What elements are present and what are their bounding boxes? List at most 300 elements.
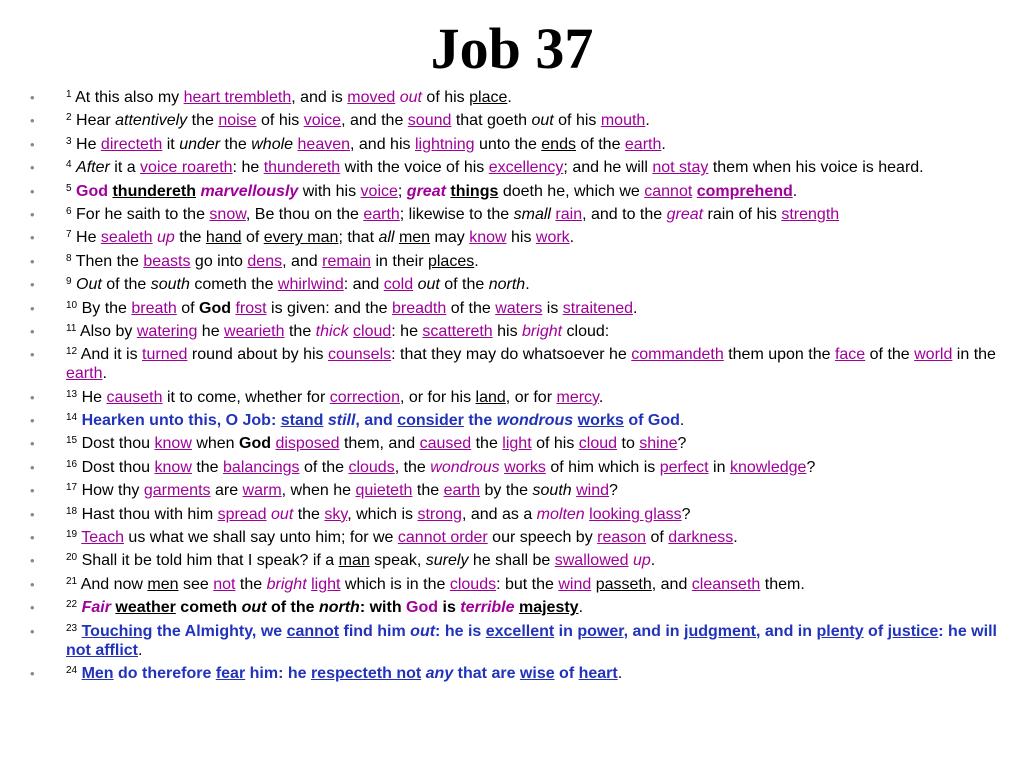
verse-text: things: [450, 182, 499, 200]
word-link[interactable]: directeth: [100, 135, 163, 153]
word-link[interactable]: watering: [136, 322, 198, 340]
word-link[interactable]: looking glass: [589, 505, 682, 523]
verse-text: great: [406, 182, 446, 200]
word-link[interactable]: plenty: [816, 622, 864, 640]
word-link[interactable]: works: [577, 412, 624, 430]
verse-text: And now: [80, 575, 148, 593]
verse-text: north: [318, 599, 360, 617]
word-link[interactable]: shine: [639, 435, 678, 453]
verse-text: passeth: [595, 575, 652, 593]
verse-number: 8: [66, 252, 72, 264]
verse-number: 6: [66, 205, 72, 217]
verse-text: in: [554, 622, 578, 640]
verse-item: [30, 575, 1006, 594]
verse-item: [30, 434, 1006, 453]
verse-text: places: [427, 252, 475, 270]
verse-text: , and in: [623, 622, 685, 640]
verse-text: which is in the: [340, 575, 450, 593]
verse-number: 3: [66, 135, 72, 147]
word-link[interactable]: lightning: [414, 135, 475, 153]
verse-text: of the: [101, 276, 151, 294]
word-link[interactable]: clouds: [348, 458, 395, 476]
verse-text: that goeth: [451, 112, 532, 130]
verse-text: For he saith to the: [76, 205, 210, 223]
verse-text: in their: [371, 252, 428, 270]
verse-text: the: [471, 435, 503, 453]
word-link[interactable]: not afflict: [66, 641, 138, 659]
verse-text: .: [679, 412, 685, 430]
word-link[interactable]: know: [154, 458, 192, 476]
word-link[interactable]: Men: [81, 664, 114, 682]
word-link[interactable]: wind: [558, 575, 592, 593]
word-link[interactable]: cannot: [286, 622, 340, 640]
verse-text: of his: [553, 112, 601, 130]
word-link[interactable]: comprehend: [696, 182, 793, 200]
word-link[interactable]: cannot order: [397, 529, 488, 547]
word-link[interactable]: voice: [303, 112, 342, 130]
word-link[interactable]: voice: [360, 182, 398, 200]
verse-text: them upon the: [723, 346, 835, 364]
verse-number: 13: [66, 388, 78, 400]
word-link[interactable]: noise: [218, 112, 257, 130]
word-link[interactable]: excellency: [488, 159, 564, 177]
word-link[interactable]: cloud: [578, 435, 618, 453]
verse-item: [30, 505, 1006, 524]
verse-text: rain of his: [703, 205, 782, 223]
verse-item: [30, 111, 1006, 130]
verse-text: , Be thou on the: [245, 205, 364, 223]
verse-item: [30, 388, 1006, 407]
verse-text: doeth he, which we: [498, 182, 645, 200]
word-link[interactable]: know: [469, 229, 507, 247]
word-link[interactable]: consider: [397, 412, 464, 430]
verse-text: Hear: [76, 112, 116, 130]
verse-text: .: [525, 276, 530, 294]
verse-text: unto the: [474, 135, 542, 153]
word-link[interactable]: excellent: [485, 622, 555, 640]
verse-text: : with: [359, 599, 407, 617]
verse-text: the: [187, 112, 219, 130]
verse-text: small: [513, 205, 551, 223]
word-link[interactable]: breadth: [392, 299, 447, 317]
verse-text: up: [156, 229, 175, 247]
word-link[interactable]: face: [834, 346, 866, 364]
verse-text: , and is: [291, 89, 348, 106]
verse-text: us what we shall say unto him; for we: [123, 529, 398, 547]
word-link[interactable]: caused: [419, 435, 472, 453]
verse-number: 17: [66, 482, 78, 494]
verse-item: [30, 275, 1006, 294]
verse-text: .: [633, 299, 638, 317]
verse-text: speak,: [369, 552, 426, 570]
verse-number: 11: [66, 322, 77, 334]
word-link[interactable]: straitened: [562, 299, 634, 317]
verse-number: 23: [66, 622, 78, 634]
word-link[interactable]: work: [535, 229, 570, 247]
verse-text: go into: [190, 252, 248, 270]
verse-text: marvellously: [200, 182, 299, 200]
word-link[interactable]: commandeth: [631, 346, 724, 364]
word-link[interactable]: earth: [624, 135, 662, 153]
verse-item: [30, 664, 1006, 683]
verse-text: : he is: [435, 622, 486, 640]
word-link[interactable]: not stay: [652, 159, 709, 177]
word-link[interactable]: light: [311, 575, 341, 593]
word-link[interactable]: frost: [235, 299, 267, 317]
verse-text: He: [81, 388, 107, 406]
verse-text: the: [463, 412, 497, 430]
verse-text: , which is: [347, 505, 418, 523]
verse-text: him: he: [245, 664, 311, 682]
word-link[interactable]: counsels: [327, 346, 392, 364]
word-link[interactable]: correction: [329, 388, 400, 406]
verse-item: [30, 182, 1006, 201]
word-link[interactable]: dens: [247, 252, 283, 270]
word-link[interactable]: turned: [142, 346, 188, 364]
verse-text: ?: [681, 505, 691, 523]
word-link[interactable]: Teach: [81, 529, 124, 547]
verse-text: round about by his: [187, 346, 328, 364]
verse-text: the: [174, 229, 206, 247]
word-link[interactable]: cannot: [644, 182, 693, 200]
verse-text: is: [542, 299, 563, 317]
word-link[interactable]: earth: [66, 365, 103, 383]
verse-text: see: [178, 575, 214, 593]
verse-text: God: [406, 599, 439, 617]
verse-number: 12: [66, 346, 78, 358]
verse-text: the: [235, 575, 267, 593]
verse-item: [30, 158, 1006, 177]
verse-text: may: [430, 229, 470, 247]
verse-text: , and as a: [461, 505, 537, 523]
verse-number: 16: [66, 458, 78, 470]
word-link[interactable]: not: [213, 575, 236, 593]
verse-number: 5: [66, 182, 72, 194]
verse-text: is: [438, 599, 461, 617]
verse-text: of the: [439, 276, 489, 294]
verse-text: of the: [266, 599, 319, 617]
word-link[interactable]: world: [914, 346, 953, 364]
verse-text: God: [76, 182, 109, 200]
verse-text: place: [469, 89, 508, 106]
verse-text: Out: [76, 276, 102, 294]
verse-text: the: [220, 135, 252, 153]
verse-number: 22: [66, 599, 78, 611]
verse-text: are: [210, 482, 243, 500]
verse-text: still: [327, 412, 356, 430]
verse-text: , and to the: [582, 205, 667, 223]
verse-text: .: [650, 552, 656, 570]
verse-text: , the: [394, 458, 431, 476]
verse-number: 15: [66, 435, 78, 447]
verse-text: Dost thou: [81, 458, 155, 476]
verse-text: of: [554, 664, 579, 682]
word-link[interactable]: earth: [443, 482, 481, 500]
word-link[interactable]: know: [154, 435, 192, 453]
verse-text: , and: [282, 252, 323, 270]
verse-item: [30, 88, 1006, 107]
verse-text: .: [792, 182, 798, 200]
verse-text: the: [191, 458, 224, 476]
word-link[interactable]: garments: [143, 482, 211, 500]
verse-item: [30, 322, 1006, 341]
verse-text: At this also my: [75, 89, 184, 106]
word-link[interactable]: balancings: [223, 458, 300, 476]
verse-text: of the: [575, 135, 625, 153]
word-link[interactable]: clouds: [449, 575, 497, 593]
verse-number: 14: [66, 412, 78, 424]
word-link[interactable]: light: [502, 435, 532, 453]
word-link[interactable]: waters: [495, 299, 543, 317]
verse-text: is given: and the: [266, 299, 392, 317]
word-link[interactable]: cold: [383, 276, 414, 294]
verse-text: : he: [232, 159, 264, 177]
verse-text: majesty: [518, 599, 579, 617]
verse-text: surely: [425, 552, 469, 570]
verse-text: out: [417, 276, 440, 294]
word-link[interactable]: stand: [280, 412, 324, 430]
word-link[interactable]: whirlwind: [277, 276, 344, 294]
page-title: Job 37: [430, 16, 594, 81]
verse-text: , and: [355, 412, 398, 430]
verse-text: ends: [541, 135, 576, 153]
verse-text: it a: [109, 159, 141, 177]
word-link[interactable]: wise: [519, 664, 555, 682]
word-link[interactable]: knowledge: [729, 458, 807, 476]
word-link[interactable]: scattereth: [422, 322, 493, 340]
verse-text: , or for his: [399, 388, 476, 406]
verse-text: : but the: [496, 575, 559, 593]
word-link[interactable]: voice roareth: [140, 159, 233, 177]
word-link[interactable]: heart: [578, 664, 618, 682]
verse-text: , or for: [505, 388, 557, 406]
verse-text: of the: [299, 458, 349, 476]
verse-text: up: [633, 552, 651, 570]
verse-text: : that they may do whatsoever he: [391, 346, 632, 364]
verse-text: : and: [343, 276, 384, 294]
word-link[interactable]: respecteth not: [310, 664, 422, 682]
word-link[interactable]: strong: [417, 505, 462, 523]
verse-text: attentively: [115, 112, 188, 130]
verse-text: land: [475, 388, 506, 406]
word-link[interactable]: mouth: [600, 112, 646, 130]
word-link[interactable]: swallowed: [554, 552, 629, 570]
verse-text: do therefore: [113, 664, 216, 682]
verse-item: [30, 345, 1006, 383]
verse-text: when: [191, 435, 240, 453]
verse-text: in the: [952, 346, 996, 364]
verse-text: of his: [256, 112, 304, 130]
verse-text: of him which is: [545, 458, 660, 476]
verse-text: .: [474, 252, 479, 270]
verse-text: it: [162, 135, 180, 153]
verse-text: he: [197, 322, 225, 340]
word-link[interactable]: moved: [347, 89, 396, 106]
verse-text: of: [176, 299, 199, 317]
verse-text: He: [76, 135, 101, 153]
verse-text: our speech by: [487, 529, 598, 547]
verse-text: under: [179, 135, 221, 153]
verse-item: [30, 252, 1006, 271]
verse-text: cloud:: [562, 322, 610, 340]
verse-text: He: [76, 229, 101, 247]
verse-text: them.: [760, 575, 805, 593]
verse-text: them, and: [339, 435, 420, 453]
word-link[interactable]: darkness: [668, 529, 734, 547]
verse-text: Shall it be told him that I speak? if a: [81, 552, 339, 570]
word-link[interactable]: beasts: [143, 252, 191, 270]
verse-text: the: [293, 505, 325, 523]
verse-text: bright: [266, 575, 307, 593]
verse-text: .: [645, 112, 650, 130]
verse-text: of: [863, 622, 888, 640]
verse-text: by the: [480, 482, 533, 500]
verse-number: 7: [66, 229, 72, 241]
verse-text: wondrous: [496, 412, 574, 430]
verse-list: [30, 88, 1006, 687]
verse-text: Fair: [81, 599, 111, 617]
verse-text: ?: [609, 482, 618, 500]
word-link[interactable]: disposed: [275, 435, 340, 453]
verse-text: , and: [651, 575, 692, 593]
verse-text: with the voice of his: [340, 159, 489, 177]
verse-text: great: [666, 205, 704, 223]
verse-text: it to come, whether for: [162, 388, 330, 406]
word-link[interactable]: breath: [131, 299, 177, 317]
word-link[interactable]: quieteth: [355, 482, 413, 500]
verse-text: in: [708, 458, 730, 476]
verse-text: God: [199, 299, 231, 317]
verse-text: of: [241, 229, 264, 247]
word-link[interactable]: spread: [217, 505, 267, 523]
verse-text: of his: [421, 89, 470, 106]
verse-text: : he: [391, 322, 423, 340]
verse-text: find him: [339, 622, 411, 640]
verse-text: thundereth: [112, 182, 197, 200]
verse-number: 20: [66, 552, 78, 564]
verse-text: of God: [623, 412, 680, 430]
verse-text: By the: [81, 299, 132, 317]
word-link[interactable]: cloud: [353, 322, 392, 340]
verse-text: the: [284, 322, 316, 340]
verse-text: south: [150, 276, 190, 294]
word-link[interactable]: sealeth: [100, 229, 153, 247]
verse-text: man: [338, 552, 370, 570]
word-link[interactable]: reason: [597, 529, 647, 547]
verse-text: men: [147, 575, 179, 593]
verse-text: men: [398, 229, 431, 247]
verse-text: , and in: [756, 622, 817, 640]
verse-text: .: [617, 664, 623, 682]
verse-text: his: [492, 322, 523, 340]
verse-item: [30, 299, 1006, 318]
word-link[interactable]: causeth: [106, 388, 163, 406]
verse-text: weather: [115, 599, 176, 617]
word-link[interactable]: earth: [363, 205, 400, 223]
verse-text: them when his voice is heard.: [708, 159, 924, 177]
verse-text: out: [241, 599, 267, 617]
word-link[interactable]: sky: [324, 505, 348, 523]
verse-text: : he will: [938, 622, 997, 640]
verse-number: 18: [66, 505, 78, 517]
word-link[interactable]: perfect: [659, 458, 709, 476]
word-link[interactable]: fear: [215, 664, 246, 682]
word-link[interactable]: strength: [781, 205, 840, 223]
word-link[interactable]: judgment: [684, 622, 757, 640]
verse-text: wondrous: [430, 458, 500, 476]
verse-number: 2: [66, 112, 72, 124]
verse-text: Then the: [75, 252, 144, 270]
word-link[interactable]: remain: [322, 252, 372, 270]
verse-text: cometh the: [189, 276, 278, 294]
verse-text: .: [138, 641, 143, 659]
verse-text: ; likewise to the: [399, 205, 514, 223]
word-link[interactable]: heart trembleth: [183, 89, 292, 106]
word-link[interactable]: sound: [407, 112, 452, 130]
word-link[interactable]: wind: [576, 482, 610, 500]
verse-text: .: [733, 529, 738, 547]
verse-text: terrible: [460, 599, 515, 617]
word-link[interactable]: works: [504, 458, 546, 476]
verse-text: he shall be: [468, 552, 555, 570]
verse-text: with his: [298, 182, 361, 200]
verse-text: ; and he will: [563, 159, 653, 177]
verse-text: .: [598, 388, 604, 406]
verse-text: , and the: [341, 112, 408, 130]
word-link[interactable]: thundereth: [263, 159, 341, 177]
verse-text: of: [646, 529, 669, 547]
verse-text: his: [506, 229, 536, 247]
verse-text: ?: [677, 435, 687, 453]
verse-text: Dost thou: [81, 435, 155, 453]
word-link[interactable]: Touching: [81, 622, 153, 640]
verse-text: to: [617, 435, 640, 453]
word-link[interactable]: heaven: [297, 135, 351, 153]
verse-text: hand: [205, 229, 242, 247]
verse-text: And it is: [80, 346, 143, 364]
verse-text: out: [410, 622, 436, 640]
verse-text: thick: [315, 322, 349, 340]
verse-text: the Almighty, we: [152, 622, 287, 640]
verse-number: 21: [66, 575, 78, 587]
word-link[interactable]: warm: [242, 482, 282, 500]
word-link[interactable]: justice: [887, 622, 939, 640]
verse-text: God: [239, 435, 272, 453]
word-link[interactable]: cleanseth: [691, 575, 761, 593]
verse-text: that are: [453, 664, 520, 682]
verse-text: Hast thou with him: [81, 505, 218, 523]
verse-text: cometh: [175, 599, 242, 617]
verse-item: [30, 411, 1006, 430]
verse-number: 24: [66, 664, 78, 676]
verse-text: .: [578, 599, 584, 617]
verse-number: 19: [66, 529, 78, 541]
verse-text: of his: [531, 435, 579, 453]
word-link[interactable]: rain: [555, 205, 583, 223]
word-link[interactable]: power: [577, 622, 624, 640]
verse-text: of the: [446, 299, 496, 317]
word-link[interactable]: mercy: [556, 388, 599, 406]
verse-item: [30, 598, 1006, 617]
word-link[interactable]: snow: [209, 205, 246, 223]
verse-number: 10: [66, 299, 78, 311]
verse-text: , and his: [350, 135, 415, 153]
verse-text: out: [271, 505, 294, 523]
verse-text: out: [399, 89, 422, 106]
verse-text: How thy: [81, 482, 144, 500]
verse-text: ;: [397, 182, 407, 200]
word-link[interactable]: wearieth: [224, 322, 285, 340]
